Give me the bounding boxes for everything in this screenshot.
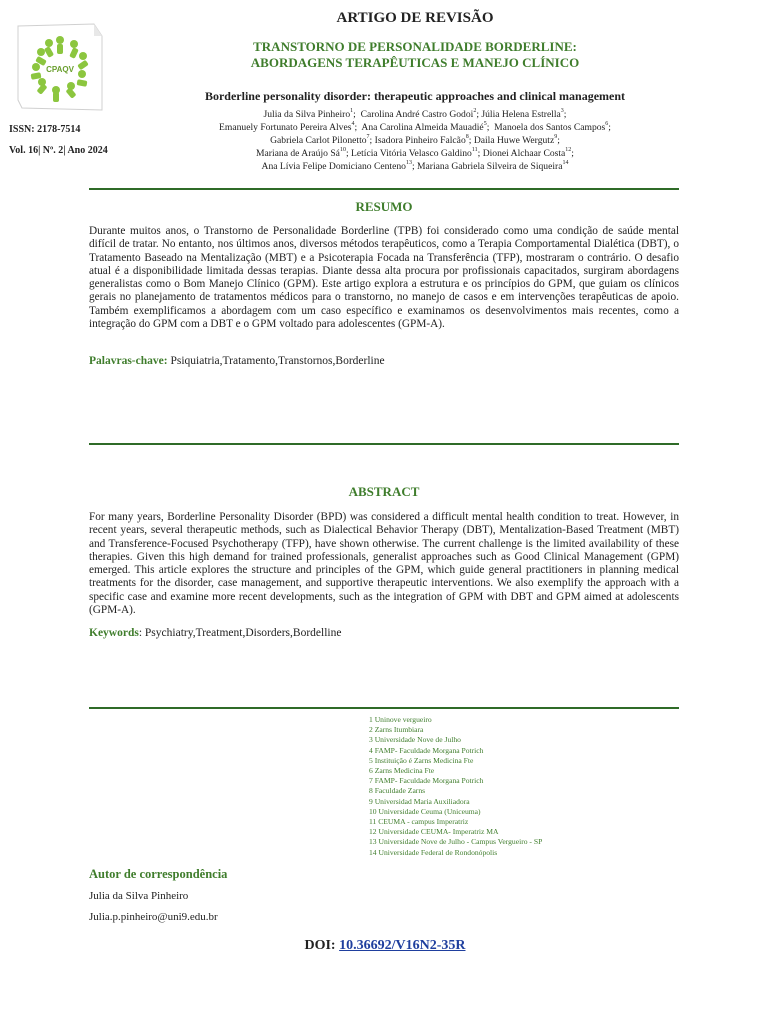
logo-text: CPAQV bbox=[46, 65, 74, 74]
resumo-keywords bbox=[89, 355, 385, 367]
author-line: Emanuely Fortunato Pereira Alves$^4$; Ana Carolina Almeida Mauadié$^5$; Manoela dos Santos Campos$^6$; bbox=[219, 121, 611, 133]
resumo-keywords-label: Palavras-chave: bbox=[89, 355, 168, 367]
affiliation-item: 10 Universidade Ceuma (Uniceuma) bbox=[369, 806, 481, 816]
doi-link[interactable]: 10.36692/V16N2-35R bbox=[339, 938, 466, 953]
volume-info: Vol. 16| Nº. 2| Ano 2024 bbox=[9, 145, 108, 156]
affiliation-item: 1 Uninove vergueiro bbox=[369, 715, 432, 724]
author-line: Julia da Silva Pinheiro$^1$; Carolina André Castro Godoi$^2$; Júlia Helena Estrella$^3$; bbox=[263, 108, 567, 120]
author: Letícia Vitória Velasco Galdino bbox=[351, 148, 472, 159]
title-en: Borderline personality disorder: therapeutic approaches and clinical management bbox=[204, 89, 626, 103]
cpaqv-logo-icon bbox=[16, 22, 104, 112]
author: Ana Lívia Felipe Domiciano Centeno bbox=[261, 161, 406, 172]
author-list bbox=[150, 108, 680, 173]
resumo-keywords-value: Psiquiatria,Tratamento,Transtornos,Borderline bbox=[170, 355, 385, 367]
author: Emanuely Fortunato Pereira Alves bbox=[219, 122, 352, 133]
abstract-keywords-label: Keywords bbox=[89, 627, 139, 639]
abstract-heading: ABSTRACT bbox=[348, 484, 420, 499]
affiliation-item: 4 FAMP- Faculdade Morgana Potrich bbox=[369, 745, 484, 755]
affiliation-item: 8 Faculdade Zarns bbox=[369, 786, 426, 796]
divider bbox=[89, 188, 679, 190]
author: Julia da Silva Pinheiro bbox=[263, 109, 351, 120]
abstract-keywords bbox=[89, 627, 341, 639]
title-pt-line-2: ABORDAGENS TERAPÊUTICAS E MANEJO CLÍNICO bbox=[250, 55, 580, 70]
doi-label: DOI: bbox=[304, 938, 336, 953]
abstract-keywords-value: : Psychiatry,Treatment,Disorders,Bordelline bbox=[138, 627, 342, 639]
affiliation-item: 14 Universidade Federal de Rondonópolis bbox=[369, 847, 498, 857]
author: Manoela dos Santos Campos bbox=[494, 122, 606, 133]
author: Carolina André Castro Godoi bbox=[360, 109, 474, 120]
author: Mariana Gabriela Silveira de Siqueira bbox=[417, 161, 563, 172]
correspondence-name: Julia da Silva Pinheiro bbox=[89, 890, 189, 902]
affiliation-item: 7 FAMP- Faculdade Morgana Potrich bbox=[369, 776, 484, 786]
author: Daila Huwe Wergutz bbox=[473, 135, 555, 146]
affiliation-item: 6 Zarns Medicina Fte bbox=[369, 766, 435, 776]
section-label: ARTIGO DE REVISÃO bbox=[336, 10, 494, 26]
issn: ISSN: 2178-7514 bbox=[9, 124, 81, 135]
divider bbox=[89, 443, 679, 445]
journal-logo bbox=[16, 22, 104, 112]
author: Isadora Pinheiro Falcão bbox=[374, 135, 466, 146]
author-line: Mariana de Araújo $Sá^{10}$; Letícia Vitória Velasco Galdino$^{11}$; Dionei Alchaar Costa$^{12}$; bbox=[256, 147, 574, 159]
affiliation-item: 2 Zarns Itumbiara bbox=[369, 725, 424, 735]
resumo-heading: RESUMO bbox=[355, 199, 413, 214]
title-pt-line-1: TRANSTORNO DE PERSONALIDADE BORDERLINE: bbox=[253, 39, 577, 54]
author: Gabriela Carlot Pilonetto bbox=[270, 135, 367, 146]
affiliation-item: 9 Universidad Maria Auxiliadora bbox=[369, 796, 470, 806]
correspondence-email: Julia.p.pinheiro@uni9.edu.br bbox=[89, 911, 218, 923]
doi bbox=[200, 938, 570, 954]
affiliation-item: 13 Universidade Nove de Julho - Campus Vergueiro - SP bbox=[369, 837, 543, 847]
abstract-text: For many years, Borderline Personality Disorder (BPD) was considered a difficult mental health condition to treat. However, in recent years, several therapeutic methods, such as Dialectical Behavior Therapy (DBT), Mentalization-Based Treatment (MBT) and Transference-Focused Psychotherapy (TFP), have shown otherwise. The current challenge is the limited availability of these therapies. Given this high demand for trained professionals, generalist approaches such as Good Clinical Management (GPM) emerged. This article explores the structure and principles of the GPM, which guide general practitioners in planning medical treatments for the disorder, case management, and supportive therapeutic interventions. We also exemplify the approach with a specific case and examine more recent developments, such as the integration of GPM with DBT and GPM aimed at adolescents (GPM-A). bbox=[89, 511, 679, 617]
resumo-text: Durante muitos anos, o Transtorno de Personalidade Borderline (TPB) foi considerado como uma condição de saúde mental difícil de tratar. No entanto, nos últimos anos, diversos métodos terapêuticos, como a Terapia Comportamental Dialética (DBT), o Tratamento Baseado na Mentalização (MBT) e a Psicoterapia Focada na Transferência (TFP), mostraram o contrário. O desafio atual é a disponibilidade limitada dessas terapias. Diante dessa alta procura por profissionais capacitados, surgiram abordagens generalistas como o Bom Manejo Clínico (GPM). Este artigo explora a estrutura e os princípios do GPM, que guiam os clínicos gerais no planejamento de tratamentos médicos para o transtorno, no manejo de casos e em intervenções terapêuticas de apoio. Também exemplificamos a abordagem com um caso específico e examinamos os desenvolvimentos mais recentes, como a integração do GPM com a DBT e o GPM voltado para adolescentes (GPM-A). bbox=[89, 225, 679, 331]
author: Júlia Helena Estrella bbox=[481, 109, 561, 120]
author-line: Gabriela Carlot Pilonetto$^7$; Isadora Pinheiro Falcão$^8$; Daila Huwe Wergutz$^9$; bbox=[270, 134, 560, 146]
author: Mariana de Araújo Sá bbox=[256, 148, 340, 159]
affiliation-item: 11 CEUMA - campus Imperatriz bbox=[369, 817, 469, 827]
author-line: Ana Lívia Felipe Domiciano Centeno$^{13}$; Mariana Gabriela Silveira de Siqueira$^{14}$ bbox=[261, 160, 569, 172]
correspondence-heading: Autor de correspondência bbox=[89, 867, 228, 881]
affiliation-item: 3 Universidade Nove de Julho bbox=[369, 735, 461, 745]
author: Ana Carolina Almeida Mauadié bbox=[361, 122, 484, 133]
affiliation-list bbox=[369, 715, 542, 858]
affiliation-item: 12 Universidade CEUMA- Imperatriz MA bbox=[369, 827, 499, 837]
author: Dionei Alchaar Costa bbox=[482, 148, 566, 159]
divider bbox=[89, 707, 679, 709]
affiliation-item: 5 Instituição é Zarns Medicina Fte bbox=[369, 755, 474, 765]
